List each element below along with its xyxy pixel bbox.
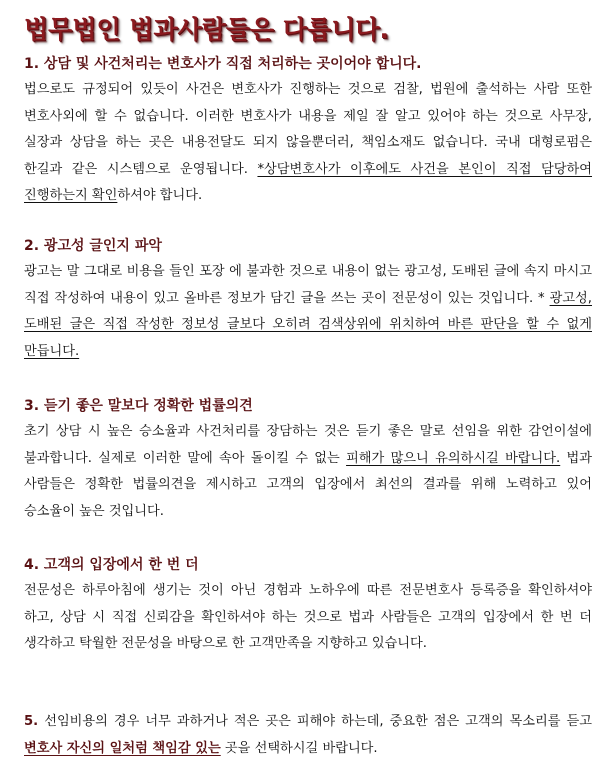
page-title: 법무법인 법과사람들은 다릅니다. — [24, 15, 390, 44]
section-2 — [24, 233, 592, 365]
section-4 — [24, 552, 592, 658]
underlined-note: *상담변호사가 이후에도 사건을 본인이 직접 담당하여 진행하는지 확인 — [24, 161, 593, 204]
section-body — [24, 419, 592, 525]
section-heading: 2. 광고성 글인지 파악 — [24, 238, 162, 254]
body-text-tail: 하셔야 합니다. — [117, 188, 203, 204]
section-3 — [24, 393, 592, 525]
underlined-emphasis: 변호사 자신의 일처럼 책임감 있는 — [24, 740, 221, 756]
section-body — [24, 259, 592, 365]
section-number: 5. — [24, 714, 39, 729]
body-text: 법으로도 규정되어 있듯이 사건은 변호사가 진행하는 것으로 검찰, 법원에 출석하는 사람 또한 변호사외에 할 수 없습니다. 이러한 변호사가 내용을 제일 잘 알고 있어야 하는 것으로 사무장, 실장과 상담을 하는 곳은 내용전달도 되지 않을뿐더러, 책임소재도 없습니다. 국내 대형로펌은 한길과 같은 시스템으로 운영됩니다. — [24, 82, 592, 177]
body-text: 전문성은 하루아침에 생기는 것이 아닌 경험과 노하우에 따른 전문변호사 등록증을 확인하셔야 하고, 상담 시 직접 신뢰감을 확인하셔야 하는 것으로 법과 사람들은 고객의 입장에서 한 번 더 생각하고 탁월한 전문성을 바탕으로 한 고객만족을 지향하고 있습니다. — [24, 583, 592, 652]
section-body — [24, 77, 592, 210]
section-heading: 4. 고객의 입장에서 한 번 더 — [24, 557, 199, 573]
underlined-note: 광고성, 도배된 글은 직접 작성한 정보성 글보다 오히려 검색상위에 위치하여 바른 판단을 할 수 없게 만듭니다. — [24, 290, 592, 359]
section-heading: 1. 상담 및 사건처리는 변호사가 직접 처리하는 곳이어야 합니다. — [24, 56, 422, 72]
section-1 — [24, 51, 592, 210]
section-heading: 3. 듣기 좋은 말보다 정확한 법률의견 — [24, 398, 253, 414]
body-text: 선임비용의 경우 너무 과하거나 적은 곳은 피해야 하는데, 중요한 점은 고객의 목소리를 듣고 — [38, 714, 592, 729]
section-body — [24, 709, 592, 762]
section-5 — [24, 709, 592, 762]
underlined-warning: 피해가 많으니 유의하시길 바랍니다. — [346, 450, 561, 466]
section-body — [24, 578, 592, 658]
body-text-tail: 곳을 선택하시길 바랍니다. — [220, 740, 378, 756]
body-text: 초기 상담 시 높은 승소율과 사건처리를 장담하는 것은 듣기 좋은 말로 선임을 위한 감언이설에 불과합니다. 실제로 이러한 말에 속아 돌이킬 수 없는 — [24, 424, 592, 466]
body-text-tail: 법과 사람들은 정확한 법률의견을 제시하고 고객의 입장에서 최선의 결과를 위해 노력하고 있어 승소율이 높은 것입니다. — [24, 450, 593, 519]
body-text: 광고는 말 그대로 비용을 들인 포장 에 불과한 것으로 내용이 없는 광고성, 도배된 글에 속지 마시고 직접 작성하여 내용이 있고 올바른 정보가 담긴 글을 쓰는 곳이 전문성이 있는 것입니다. * — [24, 264, 592, 306]
